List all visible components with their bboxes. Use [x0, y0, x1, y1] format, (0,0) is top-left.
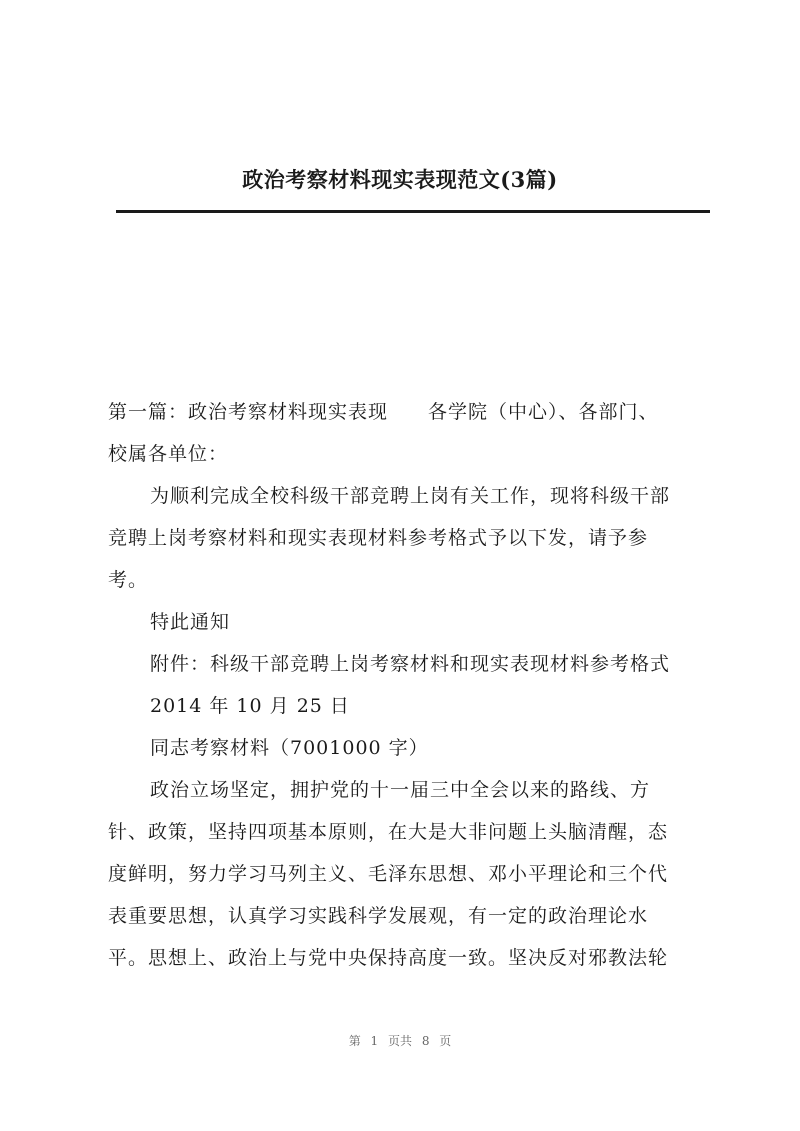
title-divider: [116, 210, 710, 213]
paragraph-line: 针、政策，坚持四项基本原则，在大是大非问题上头脑清醒，态: [108, 821, 669, 843]
page-number-footer: 第 1 页共 8 页: [348, 1034, 452, 1048]
addressee-text: 各学院（中心）、各部门、: [428, 401, 659, 423]
paragraph-line: 政治立场坚定，拥护党的十一届三中全会以来的路线、方: [150, 779, 651, 801]
paragraph-line: 平。思想上、政治上与党中央保持高度一致。坚决反对邪教法轮: [108, 947, 669, 969]
paragraph-line: 表重要思想，认真学习实践科学发展观，有一定的政治理论水: [108, 905, 649, 927]
material-subtitle: 同志考察材料（7001000 字）: [150, 737, 429, 759]
paragraph-line: 为顺利完成全校科级干部竞聘上岗有关工作，现将科级干部: [150, 485, 671, 507]
notice-text: 特此通知: [150, 611, 231, 633]
section-heading-line: [108, 403, 659, 422]
attachment-text: 附件：科级干部竞聘上岗考察材料和现实表现材料参考格式: [150, 653, 671, 675]
section-heading: 第一篇：政治考察材料现实表现: [108, 401, 389, 423]
addressee-continued: 校属各单位：: [108, 443, 229, 465]
paragraph-line: 度鲜明，努力学习马列主义、毛泽东思想、邓小平理论和三个代: [108, 863, 669, 885]
paragraph-line: 竞聘上岗考察材料和现实表现材料参考格式予以下发，请予参: [108, 527, 649, 549]
date-text: 2014 年 10 月 25 日: [150, 695, 350, 717]
paragraph-line: 考。: [108, 569, 149, 591]
document-title: 政治考察材料现实表现范文(3篇): [242, 167, 558, 192]
